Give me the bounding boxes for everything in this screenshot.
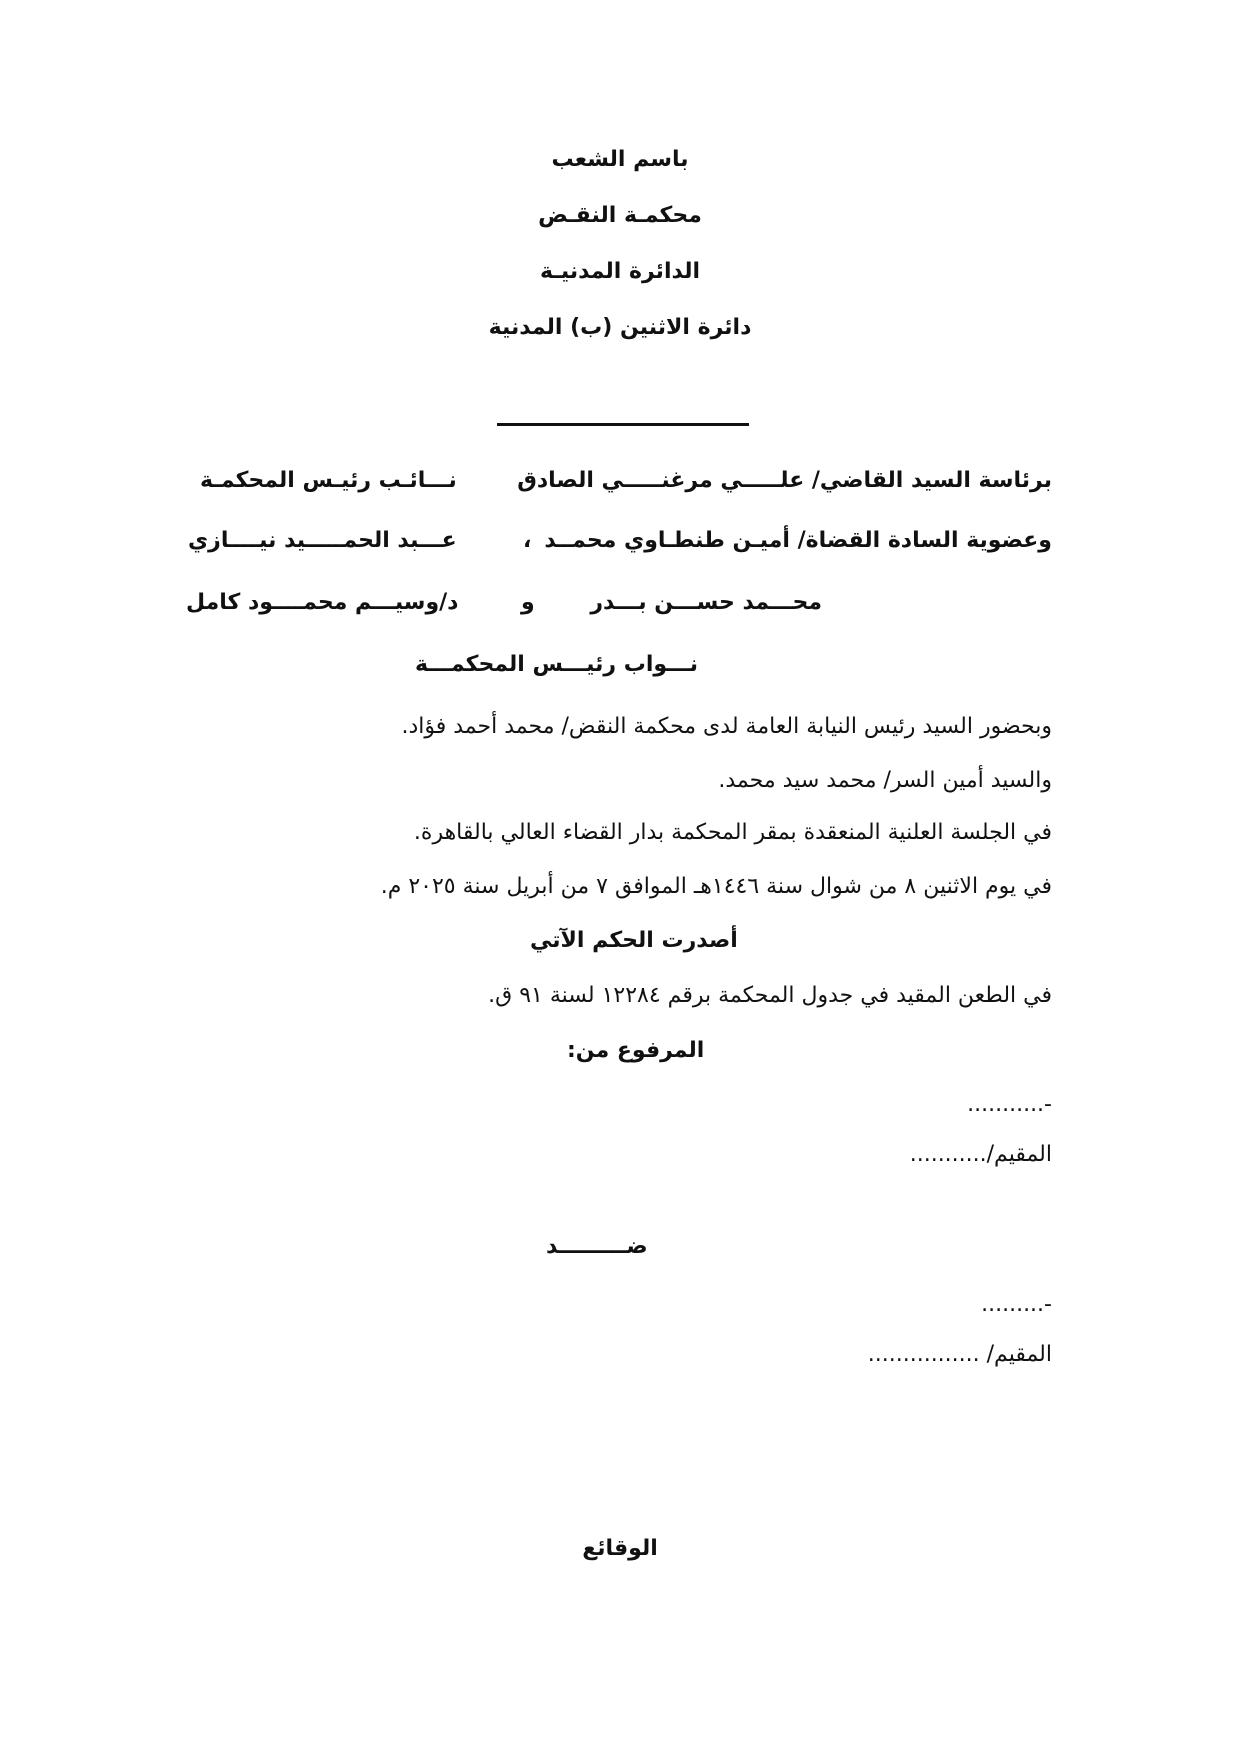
against-heading: ضـــــــــد xyxy=(546,1234,648,1259)
session-location: في الجلسة العلنية المنعقدة بمقر المحكمة بدار القضاء العالي بالقاهرة. xyxy=(413,820,1052,845)
appellant-heading: المرفوع من: xyxy=(567,1038,705,1063)
header-court-name: محكمـة النقـض xyxy=(538,203,702,228)
session-date: في يوم الاثنين ٨ من شوال سنة ١٤٤٦هـ الموافق ٧ من أبريل سنة ٢٠٢٥ م. xyxy=(380,874,1052,899)
respondent-residence: المقيم/ ................ xyxy=(867,1342,1052,1367)
court-secretary: والسيد أمين السر/ محمد سيد محمد. xyxy=(718,768,1052,793)
members-title: نـــواب رئيـــس المحكمـــة xyxy=(415,652,698,677)
header-civil-circuit: الدائرة المدنيـة xyxy=(539,259,700,284)
prosecution-attendance: وبحضور السيد رئيس النيابة العامة لدى محكمة النقض/ محمد أحمد فؤاد. xyxy=(401,714,1052,739)
member-and: و xyxy=(521,590,535,615)
appellant-residence: المقيم/........... xyxy=(909,1142,1052,1167)
member-judges: وعضوية السادة القضاة/ أميـن طنطـاوي محمــد xyxy=(544,528,1052,553)
presiding-judge: برئاسة السيد القاضي/ علـــــي مرغنـــــي الصادق xyxy=(517,468,1052,493)
case-number: في الطعن المقيد في جدول المحكمة برقم ١٢٢٨٤ لسنة ٩١ ق. xyxy=(488,983,1052,1008)
member-judge-4: د/وسيـــم محمــــود كامل xyxy=(186,590,459,615)
member-judge-3: محـــمد حســـن بـــدر xyxy=(590,590,822,615)
header-in-the-name-of-people: باسم الشعب xyxy=(551,147,689,172)
header-divider xyxy=(497,423,749,426)
member-judge-2: عـــبد الحمـــــيد نيــــازي xyxy=(188,528,457,553)
header-monday-circuit: دائرة الاثنين (ب) المدنية xyxy=(488,315,752,340)
respondent-name: -......... xyxy=(981,1292,1052,1317)
judgment-heading: أصدرت الحكم الآتي xyxy=(530,928,738,953)
appellant-name: -........... xyxy=(967,1092,1052,1117)
member-separator: ، xyxy=(523,528,532,553)
presiding-judge-title: نـــائـب رئيـس المحكمـة xyxy=(200,468,457,493)
facts-heading: الوقائع xyxy=(582,1536,658,1561)
